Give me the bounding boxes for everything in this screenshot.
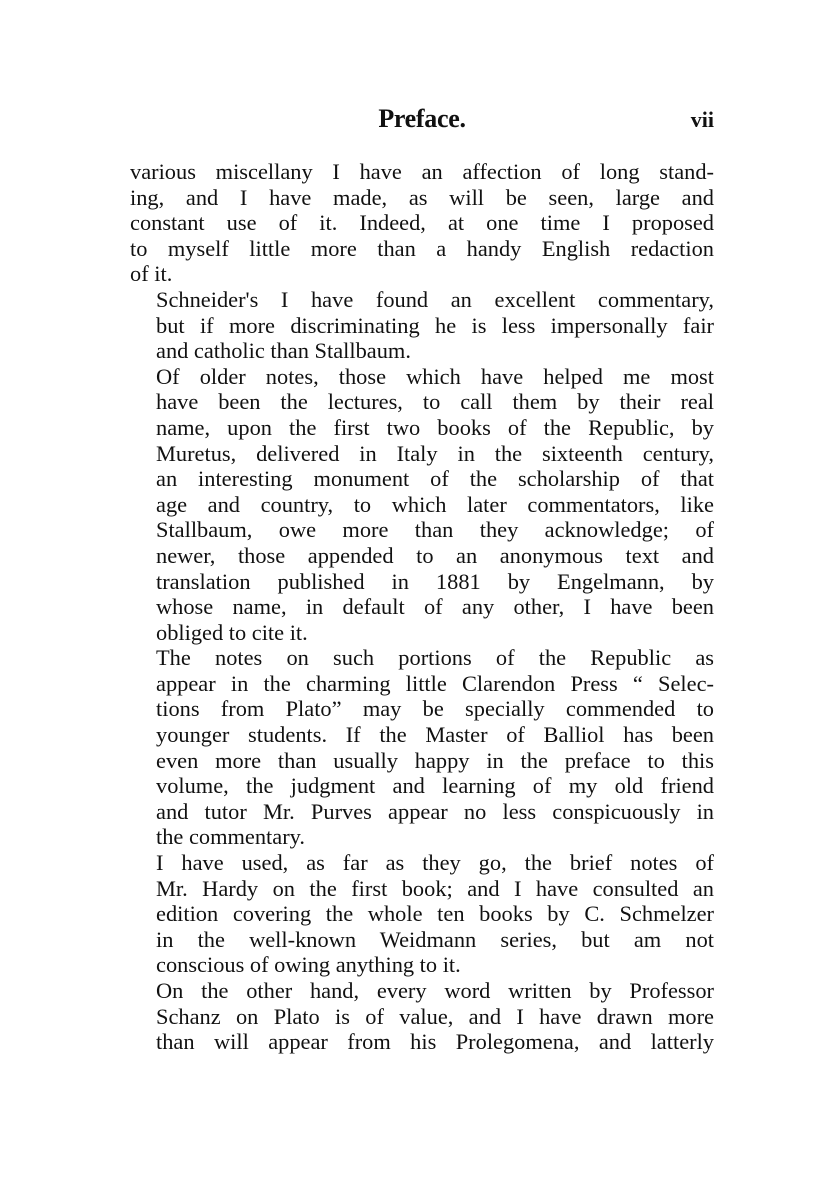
page-number: vii (690, 107, 714, 132)
text-line: name, upon the first two books of the Republic, by (156, 414, 714, 440)
text-line: of it. (130, 261, 173, 287)
text-line: whose name, in default of any other, I have been (156, 594, 714, 620)
text-line: volume, the judgment and learning of my old friend (156, 773, 714, 799)
paragraph (130, 287, 714, 364)
text-line: Muretus, delivered in Italy in the sixteenth century, (156, 440, 714, 466)
text-line: Mr. Hardy on the first book; and I have consulted an (156, 875, 714, 901)
text-line: Schneider's I have found an excellent commentary, (156, 286, 714, 312)
body-text (130, 159, 714, 1055)
text-line: tions from Plato” may be specially commended to (156, 696, 714, 722)
text-line: constant use of it. Indeed, at one time I proposed (130, 210, 714, 236)
text-line: the commentary. (156, 824, 306, 850)
text-line: On the other hand, every word written by Professor (156, 978, 714, 1003)
text-line: Of older notes, those which have helped me most (156, 363, 714, 389)
paragraph (130, 645, 714, 850)
text-line: and tutor Mr. Purves appear no less conspicuously in (156, 798, 714, 824)
text-line: an interesting monument of the scholarship of that (156, 466, 714, 492)
text-line: to myself little more than a handy English redaction (130, 235, 714, 261)
text-line: than will appear from his Prolegomena, and latterly (156, 1029, 714, 1055)
text-line: but if more discriminating he is less impersonally fair (156, 312, 714, 338)
running-head (130, 104, 714, 144)
text-line: I have used, as far as they go, the brief notes of (156, 850, 714, 876)
text-line: younger students. If the Master of Balliol has been (156, 722, 714, 748)
text-line: newer, those appended to an anonymous text and (156, 542, 714, 568)
text-line: translation published in 1881 by Engelmann, by (156, 568, 714, 594)
paragraph (130, 364, 714, 646)
text-line: and catholic than Stallbaum. (156, 338, 411, 364)
text-line: Schanz on Plato is of value, and I have drawn more (156, 1003, 714, 1029)
text-line: conscious of owing anything to it. (156, 952, 461, 978)
text-line: obliged to cite it. (156, 619, 308, 645)
paragraph (130, 850, 714, 978)
text-line: edition covering the whole ten books by C. Schmelzer (156, 901, 714, 927)
text-line: appear in the charming little Clarendon Press “ Selec- (156, 670, 714, 696)
paragraph (130, 978, 714, 1055)
text-line: The notes on such portions of the Republic as (156, 645, 714, 671)
book-page (130, 104, 714, 1055)
text-line: in the well-known Weidmann series, but am not (156, 926, 714, 952)
running-title: Preface. (378, 104, 466, 133)
text-line: various miscellany I have an affection of long stand- (130, 159, 714, 184)
text-line: age and country, to which later commentators, like (156, 491, 714, 517)
text-line: have been the lectures, to call them by their real (156, 389, 714, 415)
text-line: ing, and I have made, as will be seen, large and (130, 184, 714, 210)
text-line: Stallbaum, owe more than they acknowledge; of (156, 517, 714, 543)
paragraph (130, 159, 714, 287)
text-line: even more than usually happy in the preface to this (156, 747, 714, 773)
